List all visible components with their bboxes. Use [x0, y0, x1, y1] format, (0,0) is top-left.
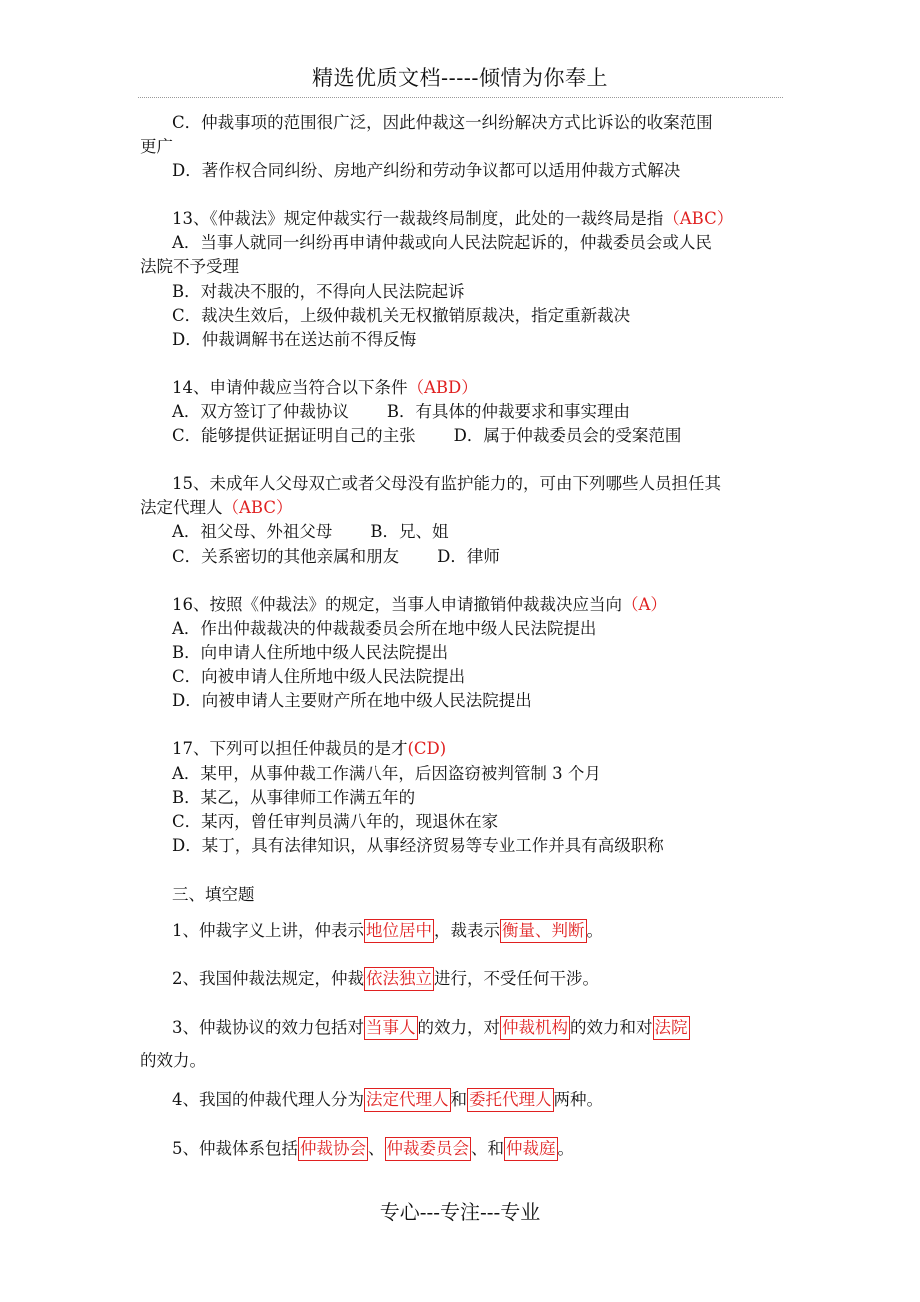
q16-stem-text: 16、按照《仲裁法》的规定，当事人申请撤销仲裁裁决应当向	[172, 595, 622, 614]
page-footer: 专心---专注---专业	[379, 1200, 541, 1224]
q17-answer: (CD)	[407, 739, 447, 758]
fill5-text-4: 。	[557, 1139, 574, 1158]
q16-answer: （A）	[622, 595, 667, 614]
fill-item-2	[172, 967, 599, 991]
fill4-text-3: 两种。	[553, 1090, 603, 1109]
q15-option-a: A．祖父母、外祖父母	[172, 522, 333, 541]
fill1-text-3: 。	[586, 921, 603, 940]
q14-answer: （ABD）	[407, 378, 478, 397]
fill5-answer-3: 仲裁庭	[504, 1137, 558, 1161]
q15-stem-line2	[140, 497, 292, 519]
fill5-answer-2: 仲裁委员会	[385, 1137, 472, 1161]
fill-item-1	[172, 919, 603, 943]
q15-answer: （ABC）	[222, 498, 293, 517]
q13-option-a-line2: 法院不予受理	[140, 257, 239, 276]
q17-option-d: D．某丁，具有法律知识，从事经济贸易等专业工作并具有高级职称	[172, 836, 664, 855]
fill-item-3-line2: 的效力。	[140, 1051, 206, 1070]
q17-stem	[172, 738, 446, 760]
q14-options-cd	[172, 425, 681, 447]
fill-item-4	[172, 1088, 603, 1112]
fill3-text-2: 的效力，对	[417, 1018, 500, 1037]
q12-option-d: D．著作权合同纠纷、房地产纠纷和劳动争议都可以适用仲裁方式解决	[172, 161, 681, 180]
q15-option-d: D．律师	[437, 547, 500, 566]
fill3-answer-2: 仲裁机构	[500, 1016, 570, 1040]
q14-option-a: A．双方签订了仲裁协议	[172, 402, 349, 421]
q16-option-d: D．向被申请人主要财产所在地中级人民法院提出	[172, 691, 532, 710]
q17-option-c: C．某丙，曾任审判员满八年的，现退休在家	[172, 812, 499, 831]
fill3-answer-1: 当事人	[364, 1016, 418, 1040]
q13-stem	[172, 208, 733, 230]
q14-option-b: B．有具体的仲裁要求和事实理由	[386, 402, 631, 421]
fill5-text-2: 、	[368, 1139, 385, 1158]
fill3-text-1: 3、仲裁协议的效力包括对	[172, 1018, 364, 1037]
q15-options-ab	[172, 521, 449, 543]
q13-answer: （ABC）	[663, 209, 734, 228]
fill-item-3-line1	[172, 1016, 690, 1040]
q12-option-c-line1: C．仲裁事项的范围很广泛，因此仲裁这一纠纷解决方式比诉讼的收案范围	[172, 113, 713, 132]
q15-option-b: B．兄、姐	[370, 522, 449, 541]
q16-option-a: A．作出仲裁裁决的仲裁裁委员会所在地中级人民法院提出	[172, 619, 597, 638]
q17-option-b: B．某乙，从事律师工作满五年的	[172, 788, 416, 807]
q15-stem-line2-text: 法定代理人	[140, 498, 223, 517]
fill1-answer-1: 地位居中	[364, 919, 434, 943]
q17-stem-text: 17、下列可以担任仲裁员的是才	[172, 739, 408, 758]
fill4-answer-1: 法定代理人	[364, 1088, 451, 1112]
fill4-text-2: 和	[450, 1090, 467, 1109]
fill1-answer-2: 衡量、判断	[500, 919, 587, 943]
section-title-fill-in: 三、填空题	[172, 885, 255, 904]
fill1-text-1: 1、仲裁字义上讲，仲表示	[172, 921, 364, 940]
header-divider	[138, 97, 783, 98]
q17-option-a: A．某甲，从事仲裁工作满八年，后因盗窃被判管制 3 个月	[172, 764, 601, 783]
fill2-text-1: 2、我国仲裁法规定，仲裁	[172, 969, 364, 988]
q15-options-cd	[172, 546, 500, 568]
fill1-text-2: ，裁表示	[434, 921, 500, 940]
q13-option-d: D．仲裁调解书在送达前不得反悔	[172, 330, 417, 349]
page-header: 精选优质文档-----倾情为你奉上	[312, 66, 608, 90]
fill2-text-2: 进行，不受任何干涉。	[434, 969, 599, 988]
fill3-answer-3: 法院	[653, 1016, 690, 1040]
fill5-text-3: 、和	[471, 1139, 504, 1158]
q13-option-a-line1: A．当事人就同一纠纷再申请仲裁或向人民法院起诉的，仲裁委员会或人民	[172, 233, 712, 252]
q14-stem	[172, 377, 478, 399]
q15-stem-line1: 15、未成年人父母双亡或者父母没有监护能力的，可由下列哪些人员担任其	[172, 474, 721, 493]
q14-options-ab	[172, 401, 630, 423]
q14-stem-text: 14、申请仲裁应当符合以下条件	[172, 378, 408, 397]
fill4-answer-2: 委托代理人	[467, 1088, 554, 1112]
q13-option-b: B．对裁决不服的，不得向人民法院起诉	[172, 282, 465, 301]
q14-option-d: D．属于仲裁委员会的受案范围	[453, 426, 682, 445]
q16-option-c: C．向被申请人住所地中级人民法院提出	[172, 667, 466, 686]
q16-stem	[172, 594, 667, 616]
fill5-answer-1: 仲裁协会	[298, 1137, 368, 1161]
q16-option-b: B．向申请人住所地中级人民法院提出	[172, 643, 449, 662]
q12-option-c-line2: 更广	[140, 137, 173, 156]
q13-stem-text: 13、《仲裁法》规定仲裁实行一裁裁终局制度，此处的一裁终局是指	[172, 209, 664, 228]
q15-option-c: C．关系密切的其他亲属和朋友	[172, 547, 400, 566]
fill3-text-3: 的效力和对	[570, 1018, 653, 1037]
fill4-text-1: 4、我国的仲裁代理人分为	[172, 1090, 364, 1109]
q14-option-c: C．能够提供证据证明自己的主张	[172, 426, 416, 445]
q13-option-c: C．裁决生效后，上级仲裁机关无权撤销原裁决，指定重新裁决	[172, 306, 631, 325]
fill-item-5	[172, 1137, 574, 1161]
fill2-answer-1: 依法独立	[364, 967, 434, 991]
fill5-text-1: 5、仲裁体系包括	[172, 1139, 298, 1158]
